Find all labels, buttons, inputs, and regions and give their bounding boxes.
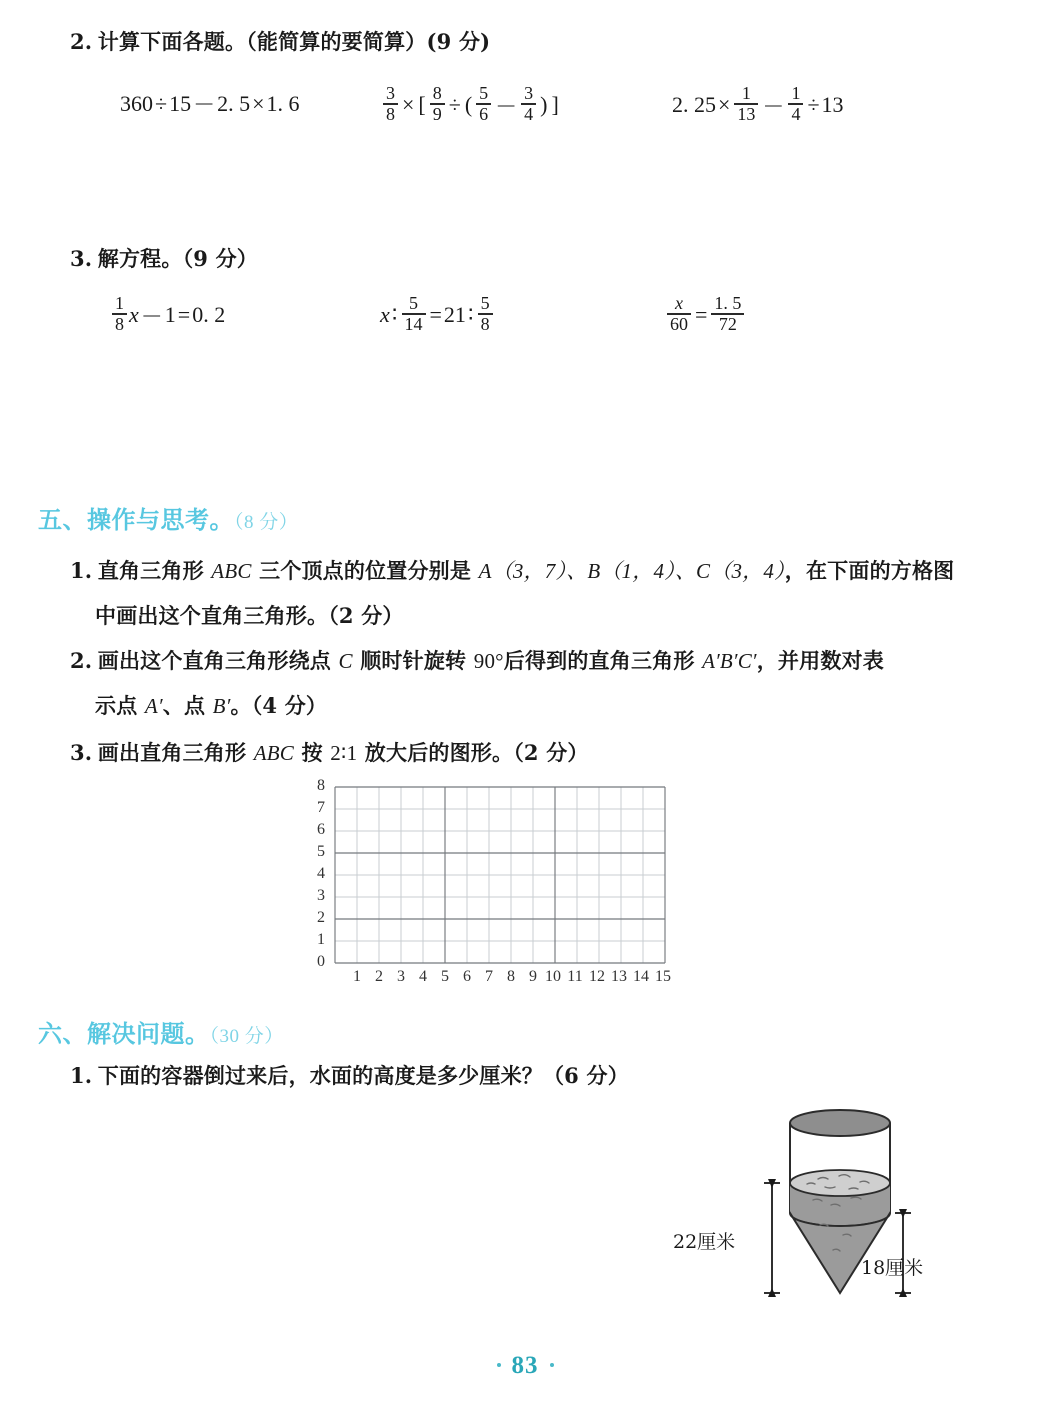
- eq3-fraction-2: [711, 294, 744, 334]
- calc3-f1-denominator: 13: [737, 103, 756, 124]
- section-five-item-1-line-2: 中画出这个直角三角形。（2 分）: [95, 603, 404, 628]
- eq2-number: 21: [443, 302, 466, 328]
- eq3-equals-op: =: [695, 302, 708, 328]
- grid-x-tick-4: 4: [419, 968, 427, 985]
- grid-minor-lines: [335, 787, 665, 963]
- calc2-f2-numerator: 8: [432, 83, 442, 103]
- section-six-points: （30 分）: [209, 1026, 284, 1047]
- calc3-fraction-1: [734, 84, 758, 124]
- calc2-divide-op: ÷: [448, 92, 461, 118]
- calc3-times-op: ×: [718, 92, 731, 118]
- eq2-f1-numerator: 5: [409, 293, 418, 313]
- eq3-f1-denominator: 60: [670, 313, 688, 334]
- s6-item1-text: 下面的容器倒过来后，水面的高度是多少厘米？（6 分）: [97, 1063, 629, 1088]
- calc-expression-2: [381, 85, 561, 125]
- calc1-minus-op: －: [193, 92, 216, 117]
- calc3-a: 2. 25: [672, 92, 716, 118]
- s5-item1-number: 1.: [70, 558, 93, 583]
- grid-y-tick-8: 8: [317, 777, 325, 794]
- calc2-f3-denominator: 6: [479, 103, 489, 124]
- calc3-f1-numerator: 1: [741, 83, 751, 103]
- s5-item1-text-pre: 直角三角形: [97, 558, 212, 583]
- grid-x-tick-2: 2: [375, 968, 383, 985]
- right-dimension-label: 18厘米: [861, 1257, 924, 1279]
- s5-item1-text-mid: 三个顶点的位置分别是: [251, 558, 479, 583]
- grid-x-tick-1: 1: [353, 968, 361, 985]
- section-five-item-2-line-1: [70, 645, 884, 675]
- s5-item2-text-mid: 顺时针旋转: [352, 648, 474, 673]
- calc1-divide-op: ÷: [155, 90, 168, 116]
- eq3-f1-numerator: x: [675, 293, 683, 313]
- eq1-equals-op: =: [177, 302, 191, 328]
- grid-y-tick-7: 7: [317, 799, 325, 816]
- grid-x-tick-7: 7: [485, 968, 493, 985]
- calc3-fraction-2: [788, 84, 803, 124]
- left-dimension-line: [764, 1183, 780, 1293]
- s5-item2-point-c: C: [338, 649, 353, 673]
- s5-item3-text-mid: 按: [293, 740, 331, 765]
- section-six-heading: [38, 1014, 284, 1049]
- calc2-right-bracket: ]: [551, 92, 559, 118]
- s5-item3-text-pre: 画出直角三角形: [97, 740, 254, 765]
- water-surface-ellipse: [790, 1170, 890, 1196]
- section-five-item-1-line-1: [70, 555, 954, 585]
- grid-x-tick-8: 8: [507, 968, 515, 985]
- s5-item2-point-a-prime: A′: [144, 694, 163, 718]
- eq1-numerator: 1: [115, 293, 124, 313]
- s5-item1-text-post: ，在下面的方格图: [784, 558, 955, 583]
- calc1-d: 1. 6: [266, 90, 300, 116]
- page-footer: [0, 1352, 1050, 1380]
- grid-x-tick-5: 5: [441, 968, 449, 985]
- eq1-value: 0. 2: [192, 302, 226, 328]
- grid-box: [305, 777, 675, 985]
- grid-svg: [305, 782, 675, 972]
- calc1-a: 360: [120, 90, 153, 116]
- footer-right-dot: [550, 1363, 554, 1367]
- section-five-heading: [38, 500, 298, 535]
- eq3-fraction-1: [667, 294, 691, 334]
- eq2-variable: x: [380, 302, 390, 328]
- s5-item3-number: 3.: [70, 740, 93, 765]
- equation-problem-number: 3.: [70, 246, 93, 271]
- calc3-f2-denominator: 4: [791, 103, 801, 124]
- s5-item2-point-b-prime: B′: [212, 694, 231, 718]
- s5-item2-text-post: ，并用数对表: [756, 648, 884, 673]
- calc2-f1-numerator: 3: [386, 83, 395, 103]
- grid-y-tick-1: 1: [317, 931, 325, 948]
- calc-expression-3: [672, 85, 844, 125]
- s5-item3-ratio: 2∶1: [330, 741, 358, 765]
- s5-item2-text-mid2: 后得到的直角三角形: [503, 648, 703, 673]
- eq3-f2-denominator: 72: [718, 313, 737, 334]
- calc2-fraction-2: [430, 84, 445, 124]
- container-figure: [673, 1105, 950, 1305]
- calc3-minus-op: －: [762, 93, 785, 119]
- s5-item2-number: 2.: [70, 648, 93, 673]
- calc1-b: 15: [169, 90, 192, 116]
- eq2-equals-op: =: [429, 302, 442, 328]
- calc2-fraction-3: [476, 84, 491, 124]
- s5-item2-l2-post: 。（4 分）: [230, 693, 328, 718]
- grid-x-tick-9: 9: [529, 968, 537, 985]
- cylinder-top-ellipse: [790, 1110, 890, 1136]
- calc2-minus-op: －: [495, 93, 518, 119]
- calc-problem-title: [70, 26, 490, 56]
- grid-x-tick-10: 10: [545, 968, 561, 985]
- calc2-f1-denominator: 8: [386, 103, 395, 124]
- eq2-ratio-colon-2: ∶: [467, 302, 474, 328]
- grid-y-tick-3: 3: [317, 887, 325, 904]
- s5-item3-triangle-abc: ABC: [253, 741, 294, 765]
- calc2-fraction-4: [521, 84, 536, 124]
- equation-problem-label: 解方程。（9 分）: [97, 246, 259, 271]
- calc2-f4-denominator: 4: [524, 103, 534, 124]
- section-five-item-3-line-1: [70, 737, 589, 767]
- grid-y-tick-6: 6: [317, 821, 325, 838]
- s5-item2-text-pre: 画出这个直角三角形绕点: [97, 648, 339, 673]
- s5-item3-text-post: 放大后的图形。（2 分）: [357, 740, 589, 765]
- eq1-denominator: 8: [115, 313, 124, 334]
- eq2-f2-numerator: 5: [480, 293, 490, 313]
- calc2-left-paren: (: [464, 92, 473, 118]
- section-five-points: （8 分）: [234, 512, 299, 533]
- section-six-item-1: [70, 1060, 629, 1090]
- calc2-left-bracket: [: [418, 92, 426, 118]
- eq2-f2-denominator: 8: [480, 313, 490, 334]
- eq1-fraction: [112, 294, 127, 334]
- eq1-minus-op: －: [140, 303, 163, 329]
- grid-y-tick-0: 0: [317, 953, 325, 970]
- calc-expression-1: [120, 88, 300, 119]
- calc1-c: 2. 5: [217, 90, 251, 116]
- s5-item2-l2-mid: 、点: [162, 693, 213, 718]
- calc2-f4-numerator: 3: [524, 83, 534, 103]
- footer-left-dot: [497, 1363, 501, 1367]
- s5-item2-l2-pre: 示点: [95, 693, 145, 718]
- calc-problem-label: 计算下面各题。（能简算的要简算）(9 分): [97, 29, 491, 54]
- s6-item1-number: 1.: [70, 1063, 93, 1088]
- section-six-title: 六、解决问题。: [38, 1019, 210, 1048]
- calc2-f3-numerator: 5: [479, 83, 489, 103]
- eq2-fraction-1: [402, 294, 426, 334]
- s5-item2-degrees: 90°: [473, 649, 504, 673]
- coordinate-grid-figure: [305, 777, 675, 985]
- grid-y-tick-5: 5: [317, 843, 325, 860]
- calc2-f2-denominator: 9: [432, 103, 442, 124]
- grid-x-tick-6: 6: [463, 968, 471, 985]
- grid-x-tick-3: 3: [397, 968, 405, 985]
- eq2-fraction-2: [478, 294, 493, 334]
- grid-x-tick-15: 15: [655, 968, 671, 985]
- grid-x-tick-13: 13: [611, 968, 627, 985]
- grid-x-tick-11: 11: [567, 968, 583, 985]
- eq1-one: 1: [164, 302, 176, 328]
- calc3-b: 13: [821, 92, 844, 118]
- calc1-times-op: ×: [252, 90, 265, 116]
- s5-item1-coordinates: A（3，7）、B（1，4）、C（3，4）: [478, 559, 785, 583]
- eq2-f1-denominator: 14: [404, 313, 423, 334]
- calc-problem-number: 2.: [70, 29, 93, 54]
- grid-y-tick-4: 4: [317, 865, 325, 882]
- left-dimension-label: 22厘米: [673, 1231, 736, 1253]
- section-five-item-2-line-2: [95, 690, 327, 720]
- eq3-f2-numerator: 1. 5: [714, 293, 742, 313]
- eq1-variable: x: [129, 302, 139, 328]
- section-five-title: 五、操作与思考。: [38, 505, 234, 534]
- s5-item2-triangle-prime: A′B′C′: [702, 649, 757, 673]
- calc3-f2-numerator: 1: [791, 83, 801, 103]
- equation-expression-1: [110, 295, 225, 335]
- grid-x-tick-12: 12: [589, 968, 605, 985]
- grid-y-tick-2: 2: [317, 909, 325, 926]
- grid-x-tick-14: 14: [633, 968, 649, 985]
- equation-problem-title: [70, 243, 258, 273]
- s5-item1-triangle-abc: ABC: [211, 559, 252, 583]
- calc2-fraction-1: [383, 84, 398, 124]
- eq2-ratio-colon-1: ∶: [391, 302, 398, 328]
- calc2-times-op: ×: [402, 92, 415, 118]
- page-number: 83: [511, 1352, 539, 1379]
- calc3-divide-op: ÷: [807, 92, 820, 118]
- calc2-right-paren: ): [540, 92, 548, 118]
- equation-expression-2: [380, 295, 495, 335]
- equation-expression-3: [665, 295, 746, 335]
